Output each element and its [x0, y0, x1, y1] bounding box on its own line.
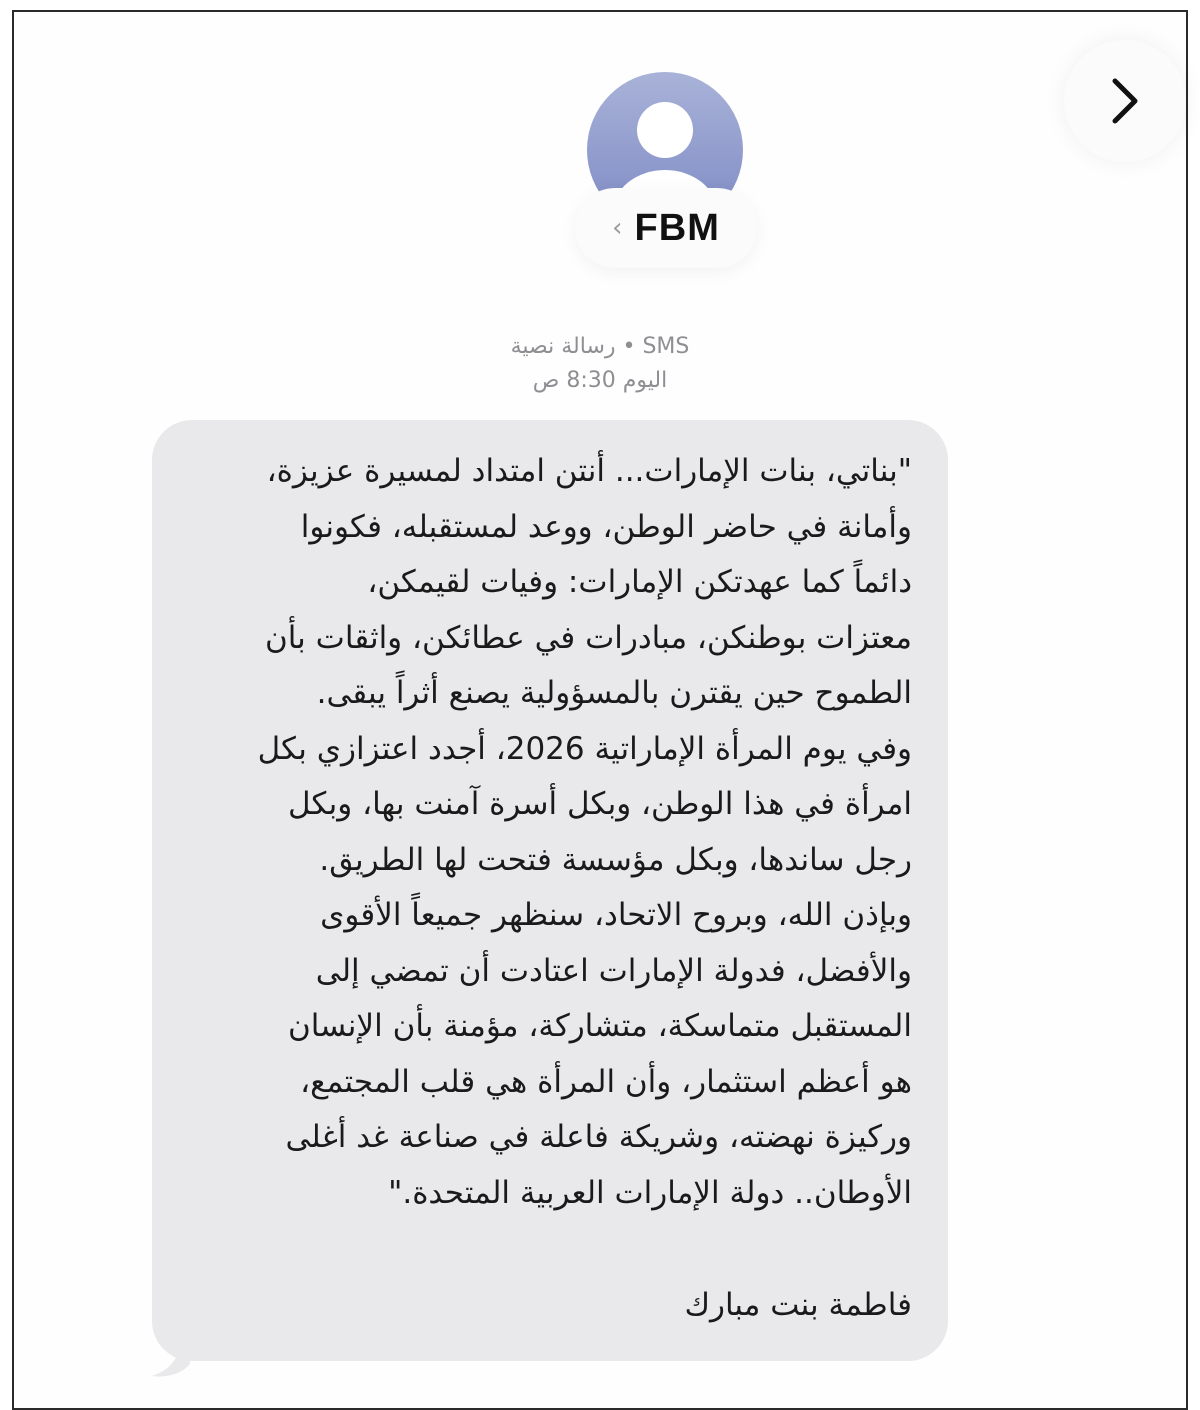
- message-type-label: رسالة نصية • SMS: [510, 334, 690, 359]
- message-bubble[interactable]: [152, 420, 948, 1361]
- message-signature: فاطمة بنت مبارك: [684, 1287, 912, 1323]
- message-timestamp: اليوم 8:30 ص: [532, 368, 668, 393]
- contact-name: FBM: [634, 206, 720, 249]
- forward-button[interactable]: [1064, 40, 1186, 162]
- chevron-right-icon: [1105, 75, 1145, 127]
- contact-name-pill[interactable]: [575, 188, 757, 268]
- message-body: "بناتي، بنات الإمارات... أنتن امتداد لمسيرة عزيزة، وأمانة في حاضر الوطن، ووعد لمستقبله، فكونوا دائماً كما عهدتكن الإمارات: وفيات لقيمكن، معتزات بوطنكن، مبادرات في عطائكن، واثقات بأن الطموح حين يقترن بالمسؤولية يصنع أثراً يبقى. وفي يوم المرأة الإماراتية 2026، أجدد اعتزازي بكل امرأة في هذا الوطن، وبكل أسرة آمنت بها، وبكل رجل ساندها، وبكل مؤسسة فتحت لها الطريق. وبإذن الله، وبروح الاتحاد، سنظهر جميعاً الأقوى والأفضل، فدولة الإمارات اعتادت أن تمضي إلى المستقبل متماسكة، متشاركة، مؤمنة بأن الإنسان هو أعظم استثمار، وأن المرأة هي قلب المجتمع، وركيزة نهضته، وشريكة فاعلة في صناعة غد أغلى الأوطان.. دولة الإمارات العربية المتحدة.": [257, 453, 912, 1211]
- chevron-left-icon: ‹: [612, 213, 623, 243]
